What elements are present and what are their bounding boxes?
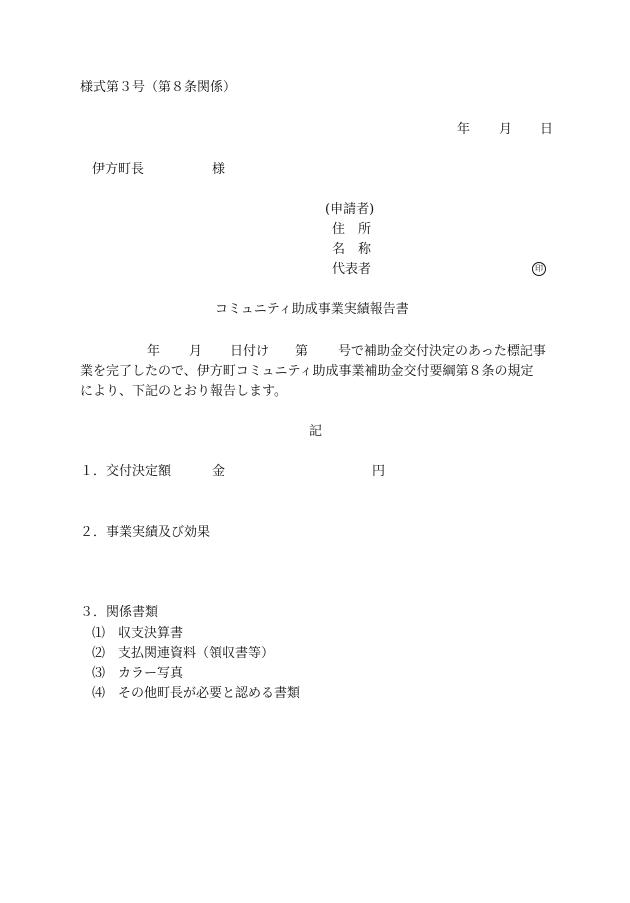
body-day: 日付け bbox=[230, 344, 270, 359]
applicant-label: (申請者) bbox=[325, 202, 375, 217]
report-title: コミュニティ助成事業実績報告書 bbox=[215, 302, 409, 317]
document-4-number: ⑷ bbox=[92, 686, 106, 701]
document-2-text: 支払関連資料（領収書等） bbox=[118, 646, 275, 661]
document-1-text: 収支決算書 bbox=[118, 626, 184, 641]
item1-currency: 金 bbox=[212, 464, 226, 479]
document-3-text: カラー写真 bbox=[118, 666, 184, 681]
date-year: 年 bbox=[457, 122, 471, 137]
applicant-address-label: 住 所 bbox=[332, 222, 372, 237]
document-2-number: ⑵ bbox=[92, 646, 106, 661]
applicant-representative-label: 代表者 bbox=[332, 262, 372, 277]
item1-label: １．交付決定額 bbox=[80, 464, 172, 479]
item1-unit: 円 bbox=[372, 464, 386, 479]
body-line3: により、下記のとおり報告します。 bbox=[80, 384, 287, 399]
document-3-number: ⑶ bbox=[92, 666, 106, 681]
body-line1-rest: 号で補助金交付決定のあった標記事 bbox=[338, 344, 546, 359]
ki-heading: 記 bbox=[309, 424, 323, 439]
addressee-honorific: 様 bbox=[212, 162, 226, 177]
form-number: 様式第３号（第８条関係） bbox=[80, 80, 237, 95]
body-number-prefix: 第 bbox=[295, 344, 309, 359]
body-line2: 業を完了したので、伊方町コミュニティ助成事業補助金交付要綱第８条の規定 bbox=[80, 364, 534, 379]
document-4-text: その他町長が必要と認める書類 bbox=[118, 686, 301, 701]
date-day: 日 bbox=[540, 122, 554, 137]
document-1-number: ⑴ bbox=[92, 626, 106, 641]
body-month: 月 bbox=[189, 344, 203, 359]
addressee-name: 伊方町長 bbox=[92, 162, 145, 177]
body-year: 年 bbox=[147, 344, 161, 359]
applicant-name-label: 名 称 bbox=[332, 242, 372, 257]
item3-label: ３．関係書類 bbox=[80, 605, 159, 620]
item2-label: ２．事業実績及び効果 bbox=[80, 525, 211, 540]
seal-mark: 印 bbox=[532, 262, 546, 276]
date-month: 月 bbox=[499, 122, 513, 137]
